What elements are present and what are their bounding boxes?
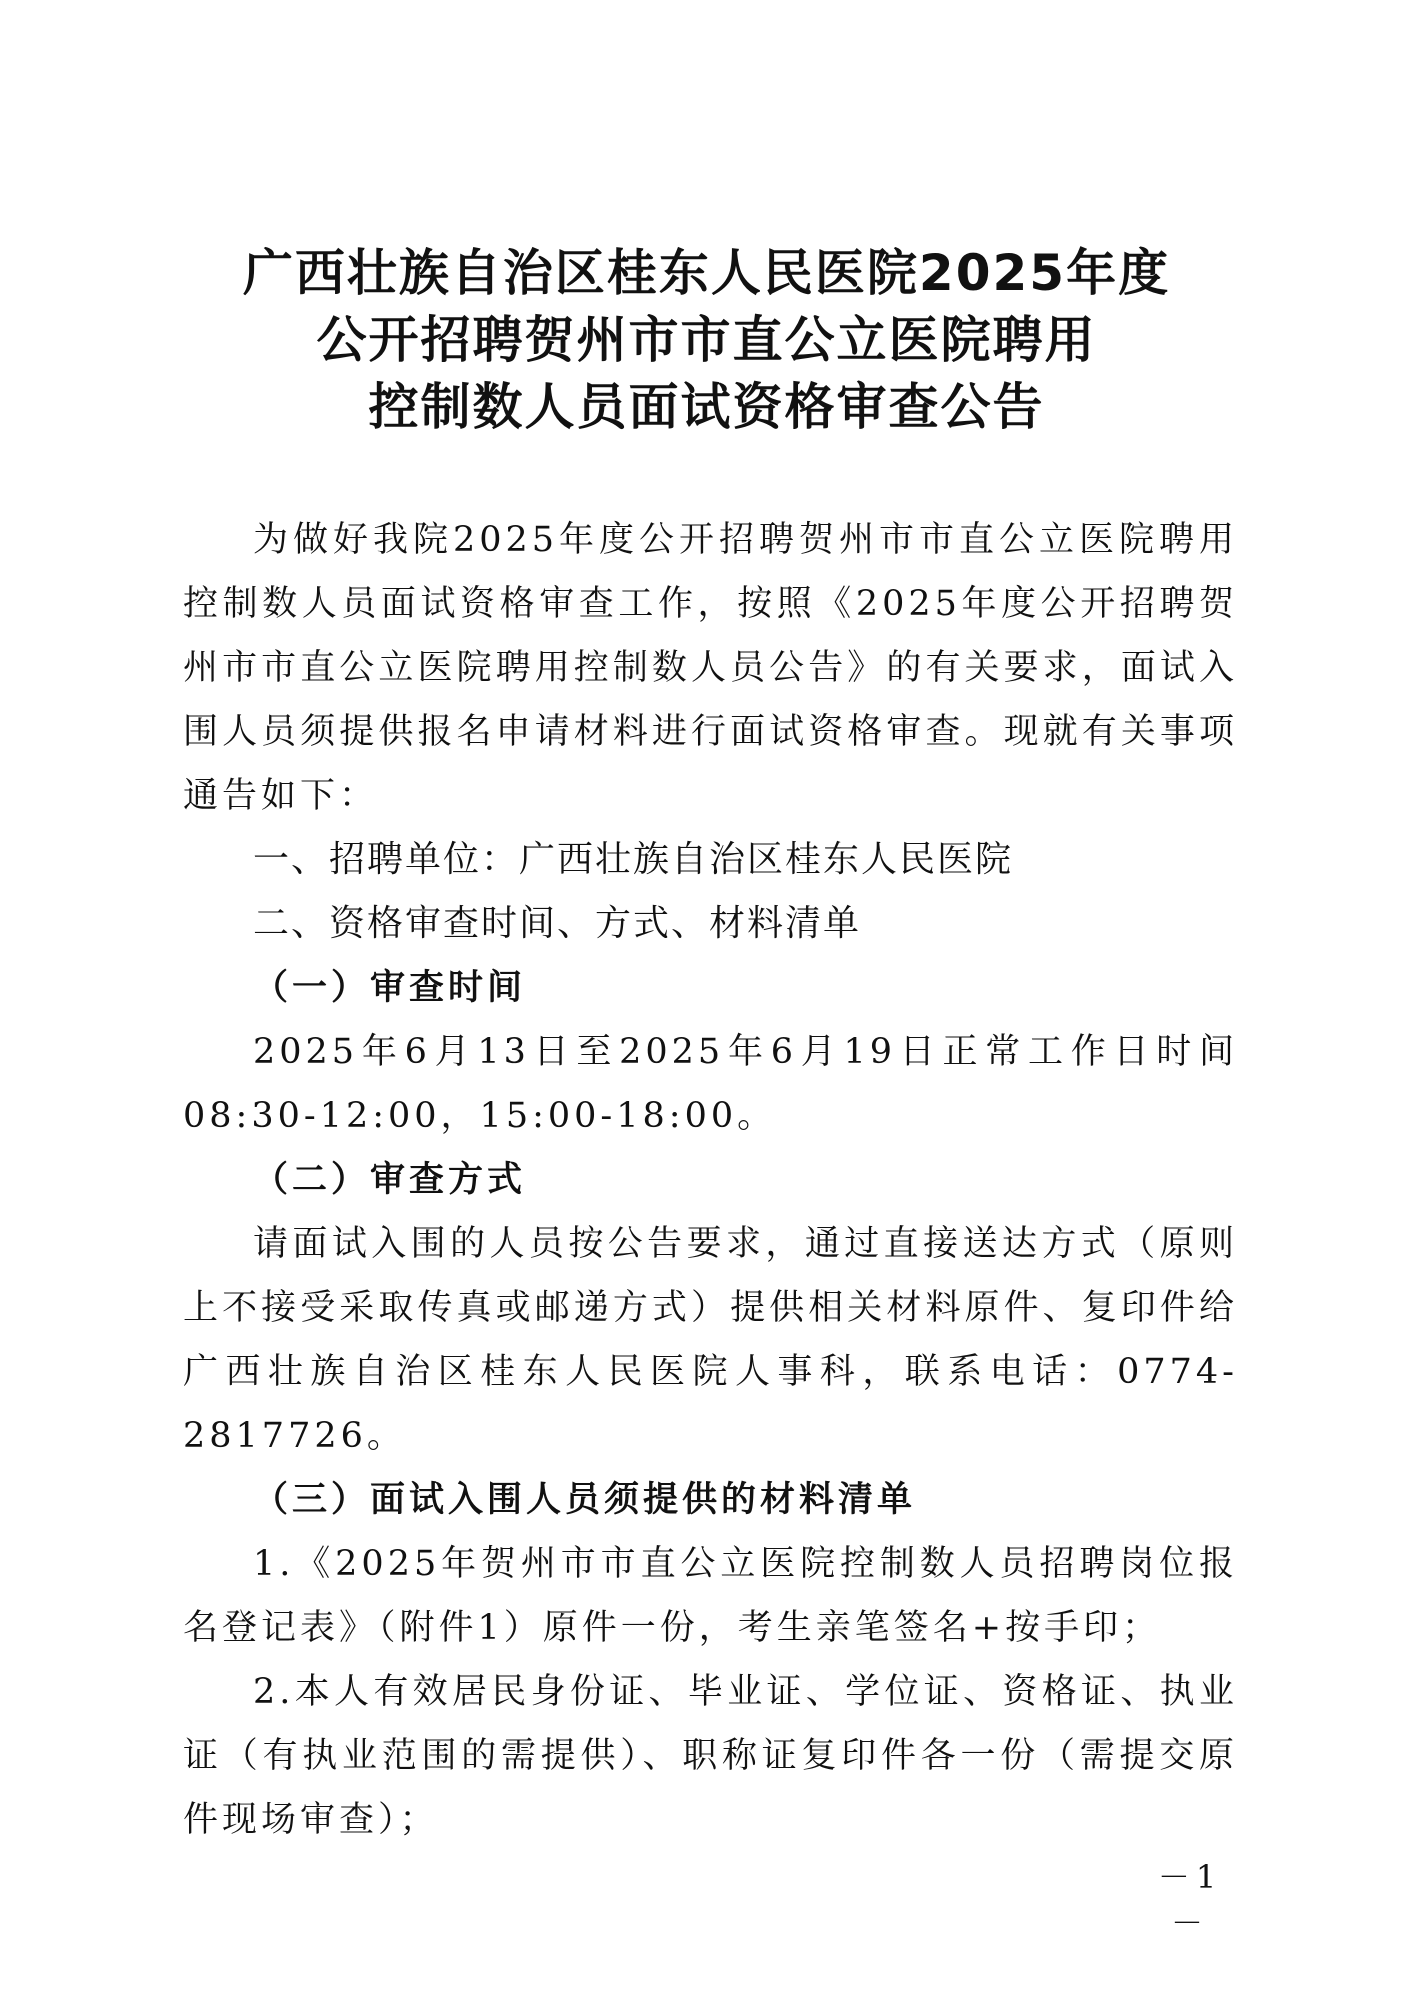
sub-2-text: 请面试入围的人员按公告要求，通过直接送达方式（原则上不接受采取传真或邮递方式）提供相关材料原件、复印件给广西壮族自治区桂东人民医院人事科，联系电话：0774-2817726。: [183, 1224, 1238, 1456]
document-body: [183, 508, 1238, 1852]
section-2-heading: 二、资格审查时间、方式、材料清单: [253, 903, 862, 944]
section-1-heading: 一、招聘单位：广西壮族自治区桂东人民医院: [253, 839, 1014, 880]
title-line-1: 广西壮族自治区桂东人民医院2025年度: [242, 244, 1171, 302]
title-line-3: 控制数人员面试资格审查公告: [368, 378, 1045, 436]
material-item-1: 1.《2025年贺州市市直公立医院控制数人员招聘岗位报名登记表》（附件1）原件一份，考生亲笔签名+按手印；: [183, 1544, 1238, 1648]
sub-3-heading: （三）面试入围人员须提供的材料清单: [253, 1479, 917, 1520]
document-title: [160, 240, 1253, 441]
title-line-2: 公开招聘贺州市市直公立医院聘用: [316, 311, 1097, 369]
intro-paragraph: 为做好我院2025年度公开招聘贺州市市直公立医院聘用控制数人员面试资格审查工作，按照《2025年度公开招聘贺州市市直公立医院聘用控制数人员公告》的有关要求，面试入围人员须提供报名申请材料进行面试资格审查。现就有关事项通告如下：: [183, 520, 1238, 816]
sub-2-heading: （二）审查方式: [253, 1159, 527, 1200]
sub-1-text: 2025年6月13日至2025年6月19日正常工作日时间08:30-12:00，15:00-18:00。: [183, 1032, 1238, 1136]
material-item-2: 2.本人有效居民身份证、毕业证、学位证、资格证、执业证（有执业范围的需提供）、职称证复印件各一份（需提交原件现场审查）；: [183, 1672, 1238, 1840]
page-number: －1－: [1157, 1858, 1223, 1942]
sub-1-heading: （一）审查时间: [253, 967, 527, 1008]
